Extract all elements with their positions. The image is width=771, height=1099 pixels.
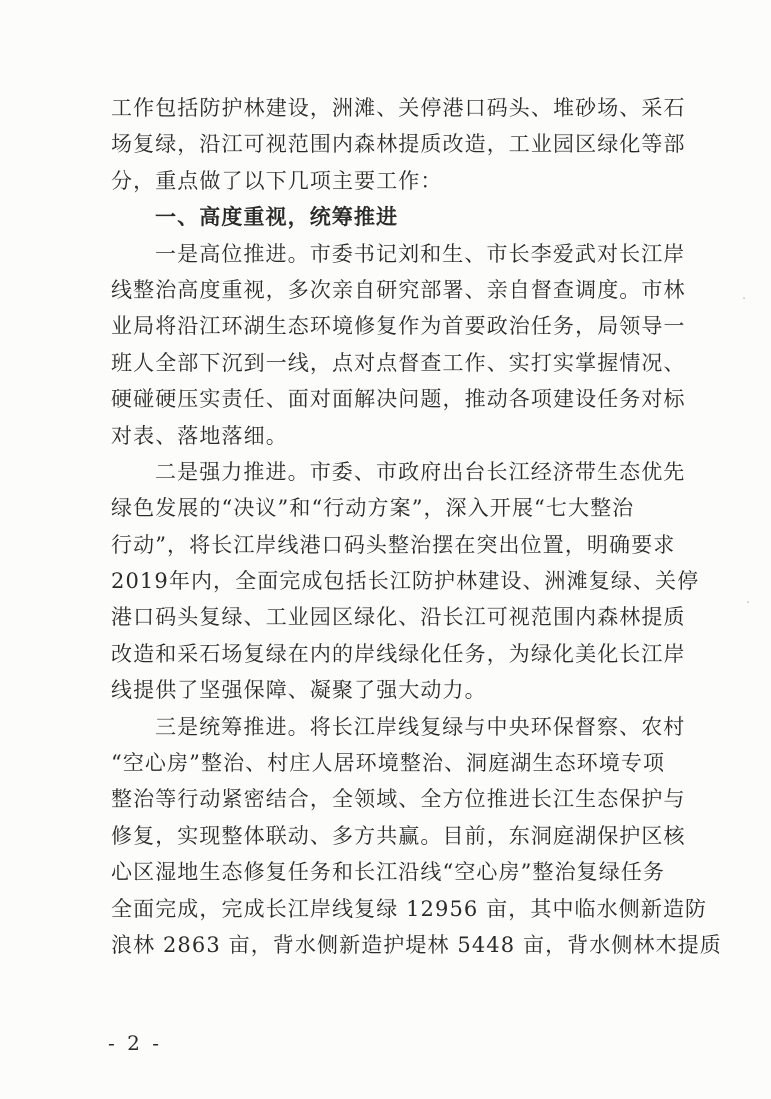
- text-line: 一是高位推进。市委书记刘和生、市长李爱武对长江岸: [155, 241, 686, 266]
- text-line: 对表、落地落细。: [111, 423, 288, 448]
- text-line: 线提供了坚强保障、凝聚了强大动力。: [111, 678, 487, 703]
- paragraph-coordinated: [111, 709, 722, 964]
- text-line: 线整治高度重视，多次亲自研究部署、亲自督查调度。市林: [111, 277, 686, 302]
- page-number: - 2 -: [108, 1031, 162, 1055]
- text-line: 全面完成，完成长江岸线复绿 12956 亩，其中临水侧新造防: [111, 896, 708, 921]
- text-line: 二是强力推进。市委、市政府出台长江经济带生态优先: [155, 459, 686, 484]
- text-line: 分，重点做了以下几项主要工作：: [111, 168, 443, 193]
- paragraph-intro: [111, 90, 686, 199]
- text-line: 业局将沿江环湖生态环境修复作为首要政治任务，局领导一: [111, 314, 686, 339]
- text-line: 工作包括防护林建设，洲滩、关停港口码头、堆砂场、采石: [111, 96, 686, 120]
- text-line: 2019年内，全面完成包括长江防护林建设、洲滩复绿、关停: [111, 569, 700, 594]
- text-line: 浪林 2863 亩，背水侧新造护堤林 5448 亩，背水侧林木提质: [111, 932, 722, 957]
- text-line: 绿色发展的“决议”和“行动方案”，深入开展“七大整治: [111, 496, 635, 521]
- text-line: 修复，实现整体联动、多方共赢。目前，东洞庭湖保护区核: [111, 823, 686, 848]
- text-line: “空心房”整治、村庄人居环境整治、洞庭湖生态环境专项: [111, 751, 666, 776]
- text-line: 整治等行动紧密结合，全领域、全方位推进长江生态保护与: [111, 787, 686, 812]
- text-line: 改造和采石场复绿在内的岸线绿化任务，为绿化美化长江岸: [111, 641, 686, 666]
- text-line: 三是统筹推进。将长江岸线复绿与中央环保督察、农村: [155, 714, 686, 739]
- body-text: [111, 90, 722, 963]
- paragraph-high-level: [111, 236, 686, 454]
- text-line: 港口码头复绿、工业园区绿化、沿长江可视范围内森林提质: [111, 605, 686, 630]
- scan-artifact: ·: [746, 596, 751, 611]
- scan-artifact: ·: [742, 292, 747, 307]
- text-line: 硬碰硬压实责任、面对面解决问题，推动各项建设任务对标: [111, 387, 686, 412]
- text-line: 心区湿地生态修复任务和长江沿线“空心房”整治复绿任务: [111, 860, 666, 885]
- section-heading: 一、高度重视，统筹推进: [155, 205, 399, 230]
- paragraph-strong-push: [111, 454, 700, 709]
- text-line: 场复绿，沿江可视范围内森林提质改造，工业园区绿化等部: [111, 132, 686, 157]
- text-line: 班人全部下沉到一线，点对点督查工作、实打实掌握情况、: [111, 350, 686, 375]
- text-line: 行动”，将长江岸线港口码头整治摆在突出位置，明确要求: [111, 532, 676, 557]
